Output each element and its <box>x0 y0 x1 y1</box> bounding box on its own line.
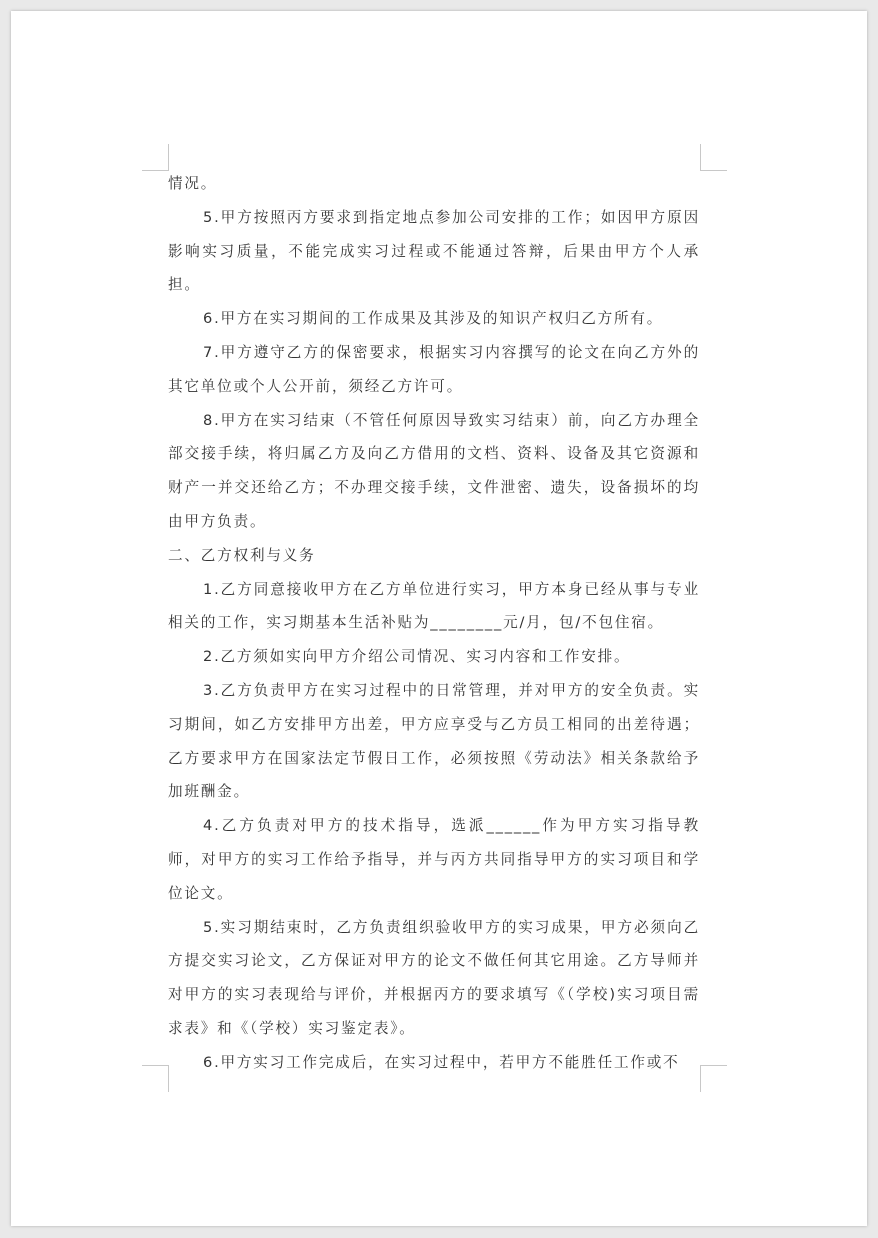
margin-corner-bottom-right <box>700 1065 727 1092</box>
paragraph: 3.乙方负责甲方在实习过程中的日常管理，并对甲方的安全负责。实习期间，如乙方安排甲方出差，甲方应享受与乙方员工相同的出差待遇；乙方要求甲方在国家法定节假日工作，必须按照《劳动法》相关条款给予加班酬金。 <box>168 681 700 801</box>
paragraph: 1.乙方同意接收甲方在乙方单位进行实习，甲方本身已经从事与专业相关的工作，实习期基本生活补贴为________元/月，包/不包住宿。 <box>168 580 700 632</box>
section-heading: 二、乙方权利与义务 <box>168 546 316 564</box>
paragraph: 情况。 <box>168 175 218 192</box>
margin-corner-bottom-left <box>142 1065 169 1092</box>
paragraph: 4.乙方负责对甲方的技术指导，选派______作为甲方实习指导教师，对甲方的实习工作给予指导，并与丙方共同指导甲方的实习项目和学位论文。 <box>168 817 700 902</box>
paragraph: 7.甲方遵守乙方的保密要求，根据实习内容撰写的论文在向乙方外的其它单位或个人公开前，须经乙方许可。 <box>168 343 700 395</box>
paragraph: 5.实习期结束时，乙方负责组织验收甲方的实习成果，甲方必须向乙方提交实习论文，乙方保证对甲方的论文不做任何其它用途。乙方导师并对甲方的实习表现给与评价，并根据丙方的要求填写《（学校)实习项目需求表》和《（学校）实习鉴定表》。 <box>168 918 700 1037</box>
margin-corner-top-left <box>142 144 169 171</box>
margin-corner-top-right <box>700 144 727 171</box>
document-body <box>168 167 700 1080</box>
paragraph: 8.甲方在实习结束（不管任何原因导致实习结束）前，向乙方办理全部交接手续，将归属乙方及向乙方借用的文档、资料、设备及其它资源和财产一并交还给乙方；不办理交接手续，文件泄密、遗失，设备损坏的均由甲方负责。 <box>168 411 700 530</box>
paragraph: 6.甲方实习工作完成后，在实习过程中，若甲方不能胜任工作或不 <box>203 1053 680 1071</box>
paragraph: 6.甲方在实习期间的工作成果及其涉及的知识产权归乙方所有。 <box>203 310 664 328</box>
document-page <box>11 11 867 1226</box>
paragraph: 2.乙方须如实向甲方介绍公司情况、实习内容和工作安排。 <box>203 648 631 666</box>
paragraph: 5.甲方按照丙方要求到指定地点参加公司安排的工作；如因甲方原因影响实习质量，不能完成实习过程或不能通过答辩，后果由甲方个人承担。 <box>168 208 700 294</box>
